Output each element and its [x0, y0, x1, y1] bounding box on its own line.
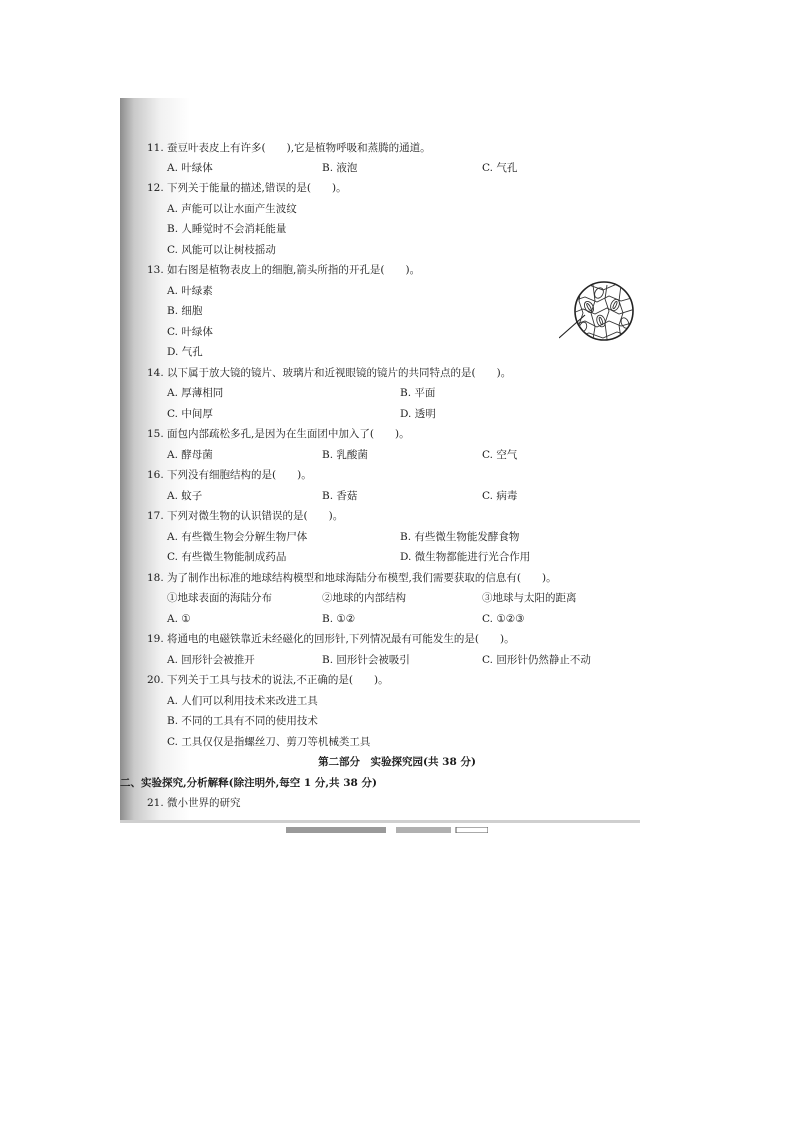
q16-option-a: A. 蚊子 [167, 490, 203, 502]
q11-option-a: A. 叶绿体 [167, 162, 213, 174]
q11-option-c: C. 气孔 [482, 162, 518, 174]
q17-option-a: A. 有些微生物会分解生物尸体 [167, 531, 308, 543]
epidermis-cell-figure [559, 281, 637, 343]
question-20-stem: 20. 下列关于工具与技术的说法,不正确的是( )。 [147, 674, 389, 686]
q18-option-c: C. ①②③ [482, 613, 525, 625]
part-two-title: 第二部分 实验探究园(共 38 分) [318, 756, 476, 768]
q13-option-c: C. 叶绿体 [167, 326, 213, 338]
q18-item-1: ①地球表面的海陆分布 [167, 592, 272, 604]
q16-option-c: C. 病毒 [482, 490, 518, 502]
q12-option-a: A. 声能可以让水面产生波纹 [167, 203, 297, 215]
question-15-stem: 15. 面包内部疏松多孔,是因为在生面团中加入了( )。 [147, 428, 410, 440]
question-11-stem: 11. 蚕豆叶表皮上有许多( ),它是植物呼吸和蒸腾的通道。 [147, 142, 431, 154]
question-18-stem: 18. 为了制作出标准的地球结构模型和地球海陆分布模型,我们需要获取的信息有( )。 [147, 572, 557, 584]
q19-option-a: A. 回形针会被推开 [167, 654, 255, 666]
q11-option-b: B. 液泡 [322, 162, 358, 174]
question-19-stem: 19. 将通电的电磁铁靠近未经磁化的回形针,下列情况最有可能发生的是( )。 [147, 633, 515, 645]
q16-option-b: B. 香菇 [322, 490, 358, 502]
q20-option-c: C. 工具仅仅是指螺丝刀、剪刀等机械类工具 [167, 736, 371, 748]
cut-off-footer-strip [286, 818, 488, 824]
q14-option-b: B. 平面 [400, 387, 436, 399]
q18-item-2: ②地球的内部结构 [322, 592, 406, 604]
q13-option-d: D. 气孔 [167, 346, 203, 358]
q12-option-c: C. 风能可以让树枝摇动 [167, 244, 276, 256]
q14-option-a: A. 厚薄相同 [167, 387, 224, 399]
question-12-stem: 12. 下列关于能量的描述,错误的是( )。 [147, 182, 347, 194]
q19-option-c: C. 回形针仍然静止不动 [482, 654, 591, 666]
q12-option-b: B. 人睡觉时不会消耗能量 [167, 223, 287, 235]
q15-option-a: A. 酵母菌 [167, 449, 213, 461]
q19-option-b: B. 回形针会被吸引 [322, 654, 410, 666]
q18-item-3: ③地球与太阳的距离 [482, 592, 577, 604]
q17-option-c: C. 有些微生物能制成药品 [167, 551, 287, 563]
q15-option-c: C. 空气 [482, 449, 518, 461]
q17-option-d: D. 微生物都能进行光合作用 [400, 551, 531, 563]
q18-option-a: A. ① [167, 613, 191, 625]
q15-option-b: B. 乳酸菌 [322, 449, 368, 461]
question-17-stem: 17. 下列对微生物的认识错误的是( )。 [147, 510, 344, 522]
question-14-stem: 14. 以下属于放大镜的镜片、玻璃片和近视眼镜的镜片的共同特点的是( )。 [147, 367, 512, 379]
q13-option-a: A. 叶绿素 [167, 285, 213, 297]
question-21-stem: 21. 微小世界的研究 [147, 797, 241, 809]
section-two-heading: 二、实验探究,分析解释(除注明外,每空 1 分,共 38 分) [120, 777, 377, 789]
q20-option-b: B. 不同的工具有不同的使用技术 [167, 715, 318, 727]
q18-option-b: B. ①② [322, 613, 356, 625]
q14-option-c: C. 中间厚 [167, 408, 213, 420]
question-13-stem: 13. 如右图是植物表皮上的细胞,箭头所指的开孔是( )。 [147, 264, 421, 276]
q20-option-a: A. 人们可以利用技术来改进工具 [167, 695, 318, 707]
q14-option-d: D. 透明 [400, 408, 436, 420]
q17-option-b: B. 有些微生物能发酵食物 [400, 531, 520, 543]
q13-option-b: B. 细胞 [167, 305, 203, 317]
question-16-stem: 16. 下列没有细胞结构的是( )。 [147, 469, 312, 481]
